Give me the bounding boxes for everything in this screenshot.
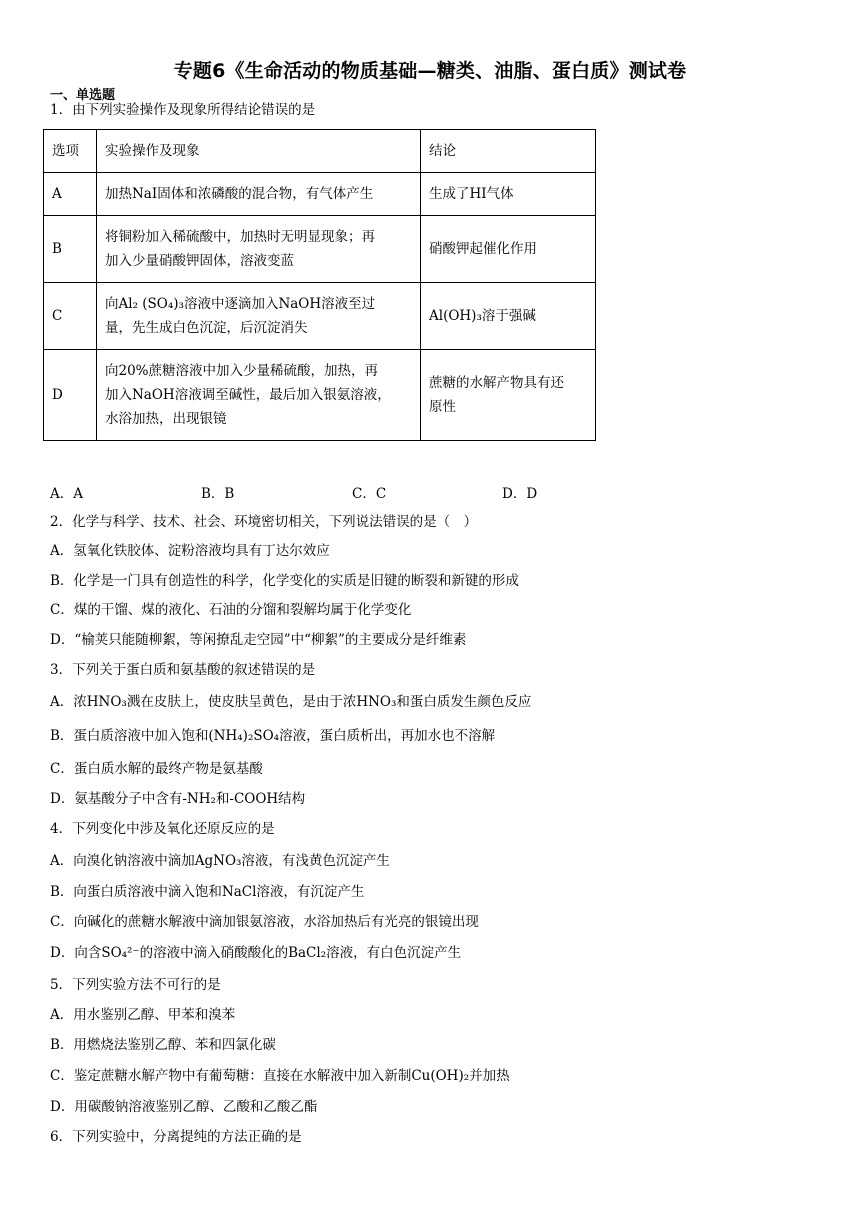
question-2-option-b: B．化学是一门具有创造性的科学，化学变化的实质是旧键的断裂和新键的形成	[50, 573, 519, 589]
table-cell-option: A	[44, 173, 97, 216]
table-row	[44, 173, 596, 216]
table-header-row	[44, 130, 596, 173]
table-header-cell: 结论	[421, 130, 596, 173]
cell-line: 量，先生成白色沉淀，后沉淀消失	[105, 320, 308, 336]
question-2-option-d: D．“榆荚只能随柳絮，等闲撩乱走空园”中“柳絮”的主要成分是纤维素	[50, 632, 467, 648]
question-2-option-c: C．煤的干馏、煤的液化、石油的分馏和裂解均属于化学变化	[50, 602, 412, 618]
question-3-stem: 3．下列关于蛋白质和氨基酸的叙述错误的是	[50, 662, 316, 678]
cell-line: Al(OH)₃溶于强碱	[429, 308, 536, 324]
table-cell-conclusion	[421, 216, 596, 283]
question-5-stem: 5．下列实验方法不可行的是	[50, 977, 221, 993]
question-1-table	[43, 129, 596, 441]
table-cell-operation	[97, 350, 421, 441]
cell-line: 将铜粉加入稀硫酸中，加热时无明显现象；再	[105, 229, 375, 245]
question-3-option-d: D．氨基酸分子中含有-NH₂和-COOH结构	[50, 791, 306, 807]
question-3-option-a: A．浓HNO₃溅在皮肤上，使皮肤呈黄色，是由于浓HNO₃和蛋白质发生颜色反应	[50, 694, 532, 710]
question-5-option-d: D．用碳酸钠溶液鉴别乙醇、乙酸和乙酸乙酯	[50, 1099, 318, 1115]
question-4-option-c: C．向碱化的蔗糖水解液中滴加银氨溶液，水浴加热后有光亮的银镜出现	[50, 914, 479, 930]
cell-line: 向20%蔗糖溶液中加入少量稀硫酸，加热，再	[105, 363, 379, 379]
table-cell-conclusion	[421, 173, 596, 216]
table-cell-operation	[97, 173, 421, 216]
cell-line: 水浴加热，出现银镜	[105, 411, 227, 427]
choice-c: C．C	[352, 486, 387, 502]
question-6-stem: 6．下列实验中，分离提纯的方法正确的是	[50, 1129, 302, 1145]
section-heading: 一、单选题	[50, 88, 116, 103]
table-cell-conclusion	[421, 350, 596, 441]
choice-b: B．B	[201, 486, 235, 502]
question-2-stem: 2．化学与科学、技术、社会、环境密切相关，下列说法错误的是（ ）	[50, 514, 478, 530]
table-cell-option: C	[44, 283, 97, 350]
cell-line: 加热NaI固体和浓磷酸的混合物，有气体产生	[105, 186, 374, 202]
question-5-option-a: A．用水鉴别乙醇、甲苯和溴苯	[50, 1007, 236, 1023]
cell-line: 蔗糖的水解产物具有还	[429, 375, 564, 391]
cell-line: 生成了HI气体	[429, 186, 514, 202]
cell-line: 原性	[429, 399, 456, 415]
table-cell-operation	[97, 283, 421, 350]
question-4-option-d: D．向含SO₄²⁻的溶液中滴入硝酸酸化的BaCl₂溶液，有白色沉淀产生	[50, 945, 462, 961]
page-title: 专题6《生命活动的物质基础—糖类、油脂、蛋白质》测试卷	[173, 60, 687, 82]
cell-line: 向Al₂ (SO₄)₃溶液中逐滴加入NaOH溶液至过	[105, 296, 376, 312]
table-header-cell: 实验操作及现象	[97, 130, 421, 173]
question-4-option-b: B．向蛋白质溶液中滴入饱和NaCl溶液，有沉淀产生	[50, 884, 365, 900]
table-header-cell: 选项	[44, 130, 97, 173]
table-row	[44, 216, 596, 283]
table-row	[44, 350, 596, 441]
question-2-option-a: A．氢氧化铁胶体、淀粉溶液均具有丁达尔效应	[50, 543, 330, 559]
question-4-stem: 4．下列变化中涉及氧化还原反应的是	[50, 821, 275, 837]
table-cell-operation	[97, 216, 421, 283]
question-5-option-b: B．用燃烧法鉴别乙醇、苯和四氯化碳	[50, 1037, 276, 1053]
table-cell-option: B	[44, 216, 97, 283]
choice-d: D．D	[502, 486, 538, 502]
question-4-option-a: A．向溴化钠溶液中滴加AgNO₃溶液，有浅黄色沉淀产生	[50, 853, 390, 869]
question-3-option-c: C．蛋白质水解的最终产物是氨基酸	[50, 761, 263, 777]
question-3-option-b: B．蛋白质溶液中加入饱和(NH₄)₂SO₄溶液，蛋白质析出，再加水也不溶解	[50, 728, 496, 744]
cell-line: 硝酸钾起催化作用	[429, 241, 537, 257]
table-row	[44, 283, 596, 350]
cell-line: 加入NaOH溶液调至碱性，最后加入银氨溶液，	[105, 387, 391, 403]
question-5-option-c: C．鉴定蔗糖水解产物中有葡萄糖：直接在水解液中加入新制Cu(OH)₂并加热	[50, 1068, 510, 1084]
cell-line: 加入少量硝酸钾固体，溶液变蓝	[105, 253, 294, 269]
choice-a: A．A	[50, 486, 83, 502]
table-cell-conclusion	[421, 283, 596, 350]
question-1-stem: 1．由下列实验操作及现象所得结论错误的是	[50, 102, 316, 118]
table-cell-option: D	[44, 350, 97, 441]
